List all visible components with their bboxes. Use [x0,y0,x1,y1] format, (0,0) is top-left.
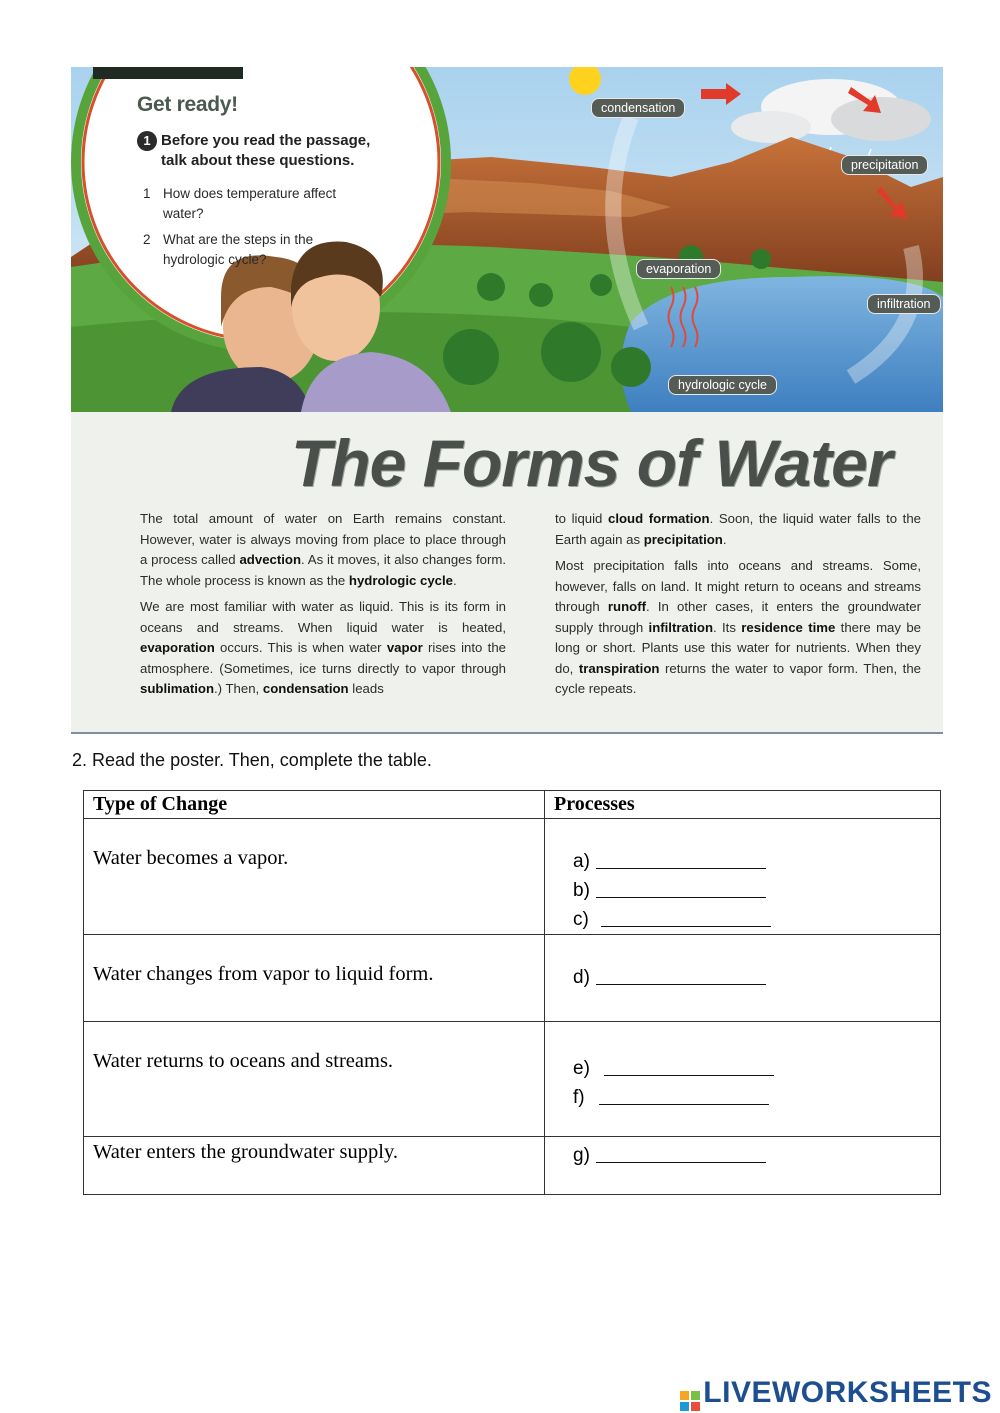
answer-line [573,1083,940,1112]
table-row [84,1022,941,1137]
label-evaporation: evaporation [636,259,721,279]
change-text: Water becomes a vapor. [93,847,289,869]
answer-blank-b[interactable] [596,879,766,898]
label-infiltration: infiltration [867,294,941,314]
change-text: Water enters the groundwater supply. [93,1141,398,1163]
exercise-instruction: 2. Read the poster. Then, complete the table. [72,750,432,770]
item-text: water? [163,206,204,221]
answer-table [83,790,941,1195]
answer-label: c) [573,909,589,930]
question-line-2: talk about these questions. [161,152,355,169]
item-number: 1 [143,186,151,201]
label-condensation: condensation [591,98,685,118]
answer-label: b) [573,880,590,901]
item-number: 2 [143,232,151,247]
answer-label: a) [573,851,590,872]
passage-left [140,509,506,706]
table-row [84,935,941,1022]
answer-blank-d[interactable] [596,966,766,985]
poster-title: The Forms of Water [291,426,892,500]
passage-paragraph: to liquid cloud formation. Soon, the liquid water falls to the Earth again as precipitation. [555,511,921,547]
passage-paragraph: We are most familiar with water as liquid. This is its form in oceans and streams. When liquid water is heated, evaporation occurs. This is when water vapor rises into the atmosphere. (Sometimes, ice turns directly to vapor through sublimation.) Then, condensation leads [140,599,506,696]
answer-line [573,1141,940,1170]
answer-blank-g[interactable] [596,1144,766,1163]
label-hydrologic-cycle: hydrologic cycle [668,375,777,395]
get-ready-item [143,230,373,270]
answer-blank-c[interactable] [601,908,771,927]
answer-label: e) [573,1058,590,1079]
change-cell [84,1137,545,1195]
label-precipitation: precipitation [841,155,928,175]
answer-blank-f[interactable] [599,1086,769,1105]
get-ready-box [71,67,531,297]
answer-line [573,905,940,934]
answer-label: g) [573,1145,590,1166]
item-text: What are the steps in the [163,232,314,247]
processes-cell [545,1137,941,1195]
passage-paragraph: Most precipitation falls into oceans and streams. Some, however, falls on land. It might return to oceans and streams through runoff. In other cases, it enters the groundwater supply through infiltration. Its residence time there may be long or short. Plants use this water for nutrients. When they do, transpiration returns the water to vapor form. Then, the cycle repeats. [555,558,921,696]
answer-line [573,876,940,905]
logo-text: LIVEWORKSHEETS [703,1376,992,1409]
passage-right [555,509,921,706]
question-number-badge: 1 [137,131,157,151]
change-cell [84,935,545,1022]
answer-blank-e[interactable] [604,1057,774,1076]
header-type-of-change: Type of Change [84,791,545,819]
header-processes: Processes [545,791,941,819]
answer-line [573,847,940,876]
question-line-1: Before you read the passage, [161,132,371,149]
change-cell [84,1022,545,1137]
answer-line [573,963,940,992]
get-ready-item [143,184,373,224]
liveworksheets-logo [680,1376,992,1411]
item-text: How does temperature affect [163,186,337,201]
logo-icon [680,1391,700,1411]
get-ready-title: Get ready! [137,93,238,116]
item-text: hydrologic cycle? [163,252,267,267]
answer-line [573,1054,940,1083]
change-text: Water changes from vapor to liquid form. [93,963,434,985]
processes-cell [545,1022,941,1137]
table-row [84,1137,941,1195]
table-header-row [84,791,941,819]
textbook-poster [71,67,943,734]
processes-cell [545,935,941,1022]
get-ready-question [137,131,370,171]
answer-blank-a[interactable] [596,850,766,869]
answer-label: f) [573,1087,585,1108]
change-text: Water returns to oceans and streams. [93,1050,394,1072]
change-cell [84,819,545,935]
answer-label: d) [573,967,590,988]
passage-paragraph: The total amount of water on Earth remains constant. However, water is always moving from place to place through a process called advection. As it moves, it also changes form. The whole process is known as the hydrologic cycle. [140,511,506,588]
table-row [84,819,941,935]
processes-cell [545,819,941,935]
